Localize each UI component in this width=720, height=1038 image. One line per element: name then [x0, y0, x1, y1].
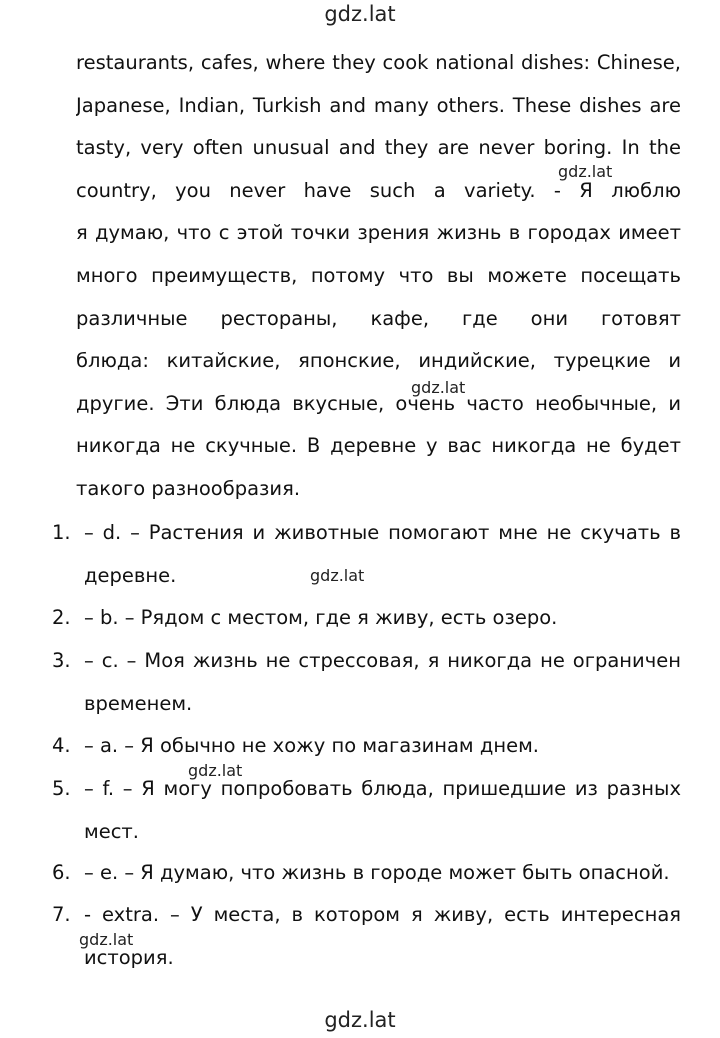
watermark-inline: gdz.lat: [310, 566, 365, 585]
item-number: 5.: [52, 777, 71, 800]
paragraph-line: другие. Эти блюда вкусные, очень часто необычные, и: [76, 391, 681, 415]
item-line: – a. – Я обычно не хожу по магазинам днем.: [84, 734, 539, 757]
watermark-inline: gdz.lat: [79, 930, 134, 949]
item-line: история.: [84, 945, 174, 969]
watermark-top: gdz.lat: [324, 2, 396, 26]
watermark-inline: gdz.lat: [411, 378, 466, 397]
paragraph-line: никогда не скучные. В деревне у вас никогда не будет: [76, 434, 681, 458]
item-line: – e. – Я думаю, что жизнь в городе может быть опасной.: [84, 861, 670, 884]
paragraph-line: блюда: китайские, японские, индийские, турецкие и: [76, 349, 681, 373]
item-number: 1.: [52, 521, 71, 544]
item-number: 6.: [52, 861, 71, 884]
paragraph-line: tasty, very often unusual and they are never boring. In the: [76, 136, 681, 160]
watermark-bottom: gdz.lat: [324, 1008, 396, 1032]
item-line: – f. – Я могу попробовать блюда, пришедшие из разных: [84, 777, 681, 800]
paragraph-line: много преимуществ, потому что вы можете посещать: [76, 263, 681, 287]
item-line: – b. – Рядом с местом, где я живу, есть озеро.: [84, 606, 558, 629]
watermark-inline: gdz.lat: [558, 162, 613, 181]
item-number: 3.: [52, 649, 71, 672]
item-line: - extra. – У места, в котором я живу, есть интересная: [84, 903, 681, 926]
paragraph-line: Japanese, Indian, Turkish and many others. These dishes are: [76, 93, 681, 117]
paragraph-line: restaurants, cafes, where they cook national dishes: Chinese,: [76, 51, 681, 74]
item-line: мест.: [84, 819, 139, 843]
item-number: 7.: [52, 903, 71, 926]
item-line: – d. – Растения и животные помогают мне не скучать в: [84, 521, 681, 544]
item-line: временем.: [84, 691, 193, 715]
paragraph-line: я думаю, что с этой точки зрения жизнь в городах имеет: [76, 221, 681, 245]
watermark-inline: gdz.lat: [188, 761, 243, 780]
item-line: – c. – Моя жизнь не стрессовая, я никогда не ограничен: [84, 649, 681, 672]
item-line: деревне.: [84, 563, 177, 587]
item-number: 4.: [52, 734, 71, 757]
paragraph-line: country, you never have such a variety. - Я люблю: [76, 178, 681, 202]
item-number: 2.: [52, 606, 71, 629]
answer-paragraph: [76, 42, 681, 511]
paragraph-line: различные рестораны, кафе, где они готовят: [76, 306, 681, 330]
paragraph-line: такого разнообразия.: [76, 476, 301, 500]
